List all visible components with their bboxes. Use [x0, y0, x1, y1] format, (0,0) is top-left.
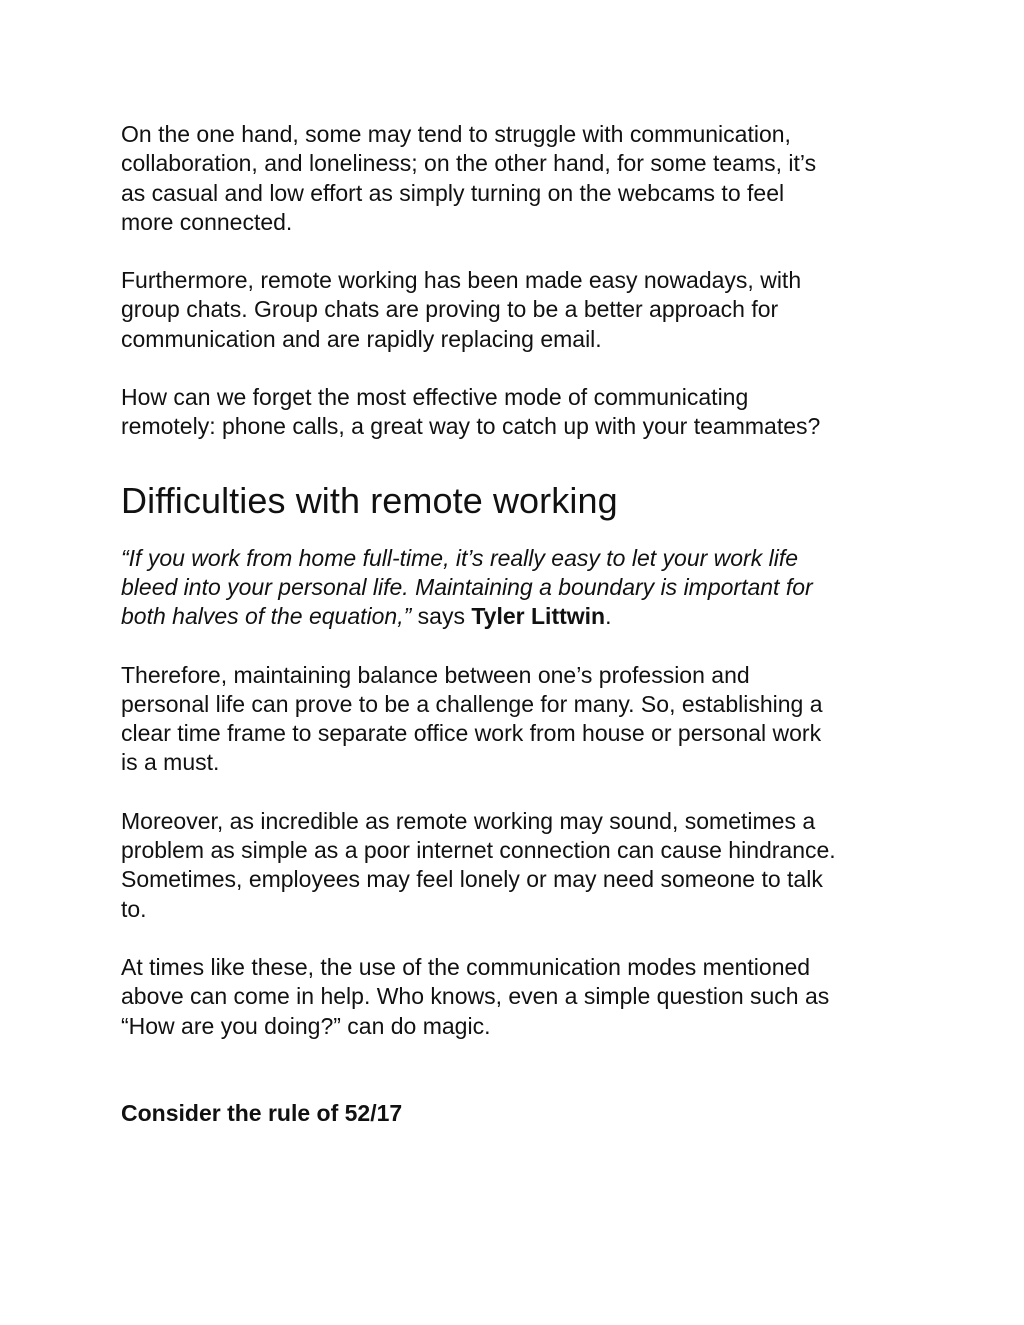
paragraph-work-life-balance — [121, 661, 921, 778]
subheading-rule-52-17: Consider the rule of 52/17 — [121, 1099, 403, 1126]
text-line: “How are you doing?” can do magic. — [121, 1012, 491, 1039]
quote-paragraph — [121, 544, 921, 632]
quote-line: “If you work from home full-time, it’s really easy to let your work life — [121, 544, 799, 571]
text-line: above can come in help. Who knows, even a simple question such as — [121, 983, 830, 1010]
text-line: How can we forget the most effective mode of communicating — [121, 384, 749, 411]
text-line: On the one hand, some may tend to struggle with communication, — [121, 121, 791, 147]
text-line: personal life can prove to be a challenge for many. So, establishing a — [121, 690, 823, 717]
section-heading: Difficulties with remote working — [121, 479, 618, 521]
quote-line: bleed into your personal life. Maintaining a boundary is important for — [121, 573, 813, 600]
quote-line: both halves of the equation,” — [121, 603, 412, 630]
text-line: communication and are rapidly replacing email. — [121, 325, 602, 352]
text-line: to. — [121, 895, 147, 922]
paragraph-group-chats — [121, 266, 921, 354]
quote-attribution-line — [121, 602, 921, 631]
text-line: Sometimes, employees may feel lonely or may need someone to talk — [121, 866, 823, 893]
paragraph-communication-modes — [121, 953, 921, 1041]
text-line: Moreover, as incredible as remote working may sound, sometimes a — [121, 807, 816, 834]
paragraph-communication-challenges — [121, 120, 921, 237]
text-line: Therefore, maintaining balance between one’s profession and — [121, 661, 750, 688]
text-line: remotely: phone calls, a great way to catch up with your teammates? — [121, 413, 821, 440]
text-line: problem as simple as a poor internet connection can cause hindrance. — [121, 837, 836, 864]
paragraph-phone-calls — [121, 383, 921, 442]
quote-end-punctuation: . — [605, 603, 612, 630]
text-line: clear time frame to separate office work from house or personal work — [121, 720, 822, 747]
text-line: more connected. — [121, 208, 293, 235]
text-line: Furthermore, remote working has been made easy nowadays, with — [121, 267, 802, 294]
text-line: as casual and low effort as simply turning on the webcams to feel — [121, 179, 785, 206]
says-text: says — [411, 603, 472, 630]
document-page — [121, 120, 921, 1128]
text-line: collaboration, and loneliness; on the other hand, for some teams, it’s — [121, 150, 817, 177]
paragraph-internet-loneliness — [121, 807, 921, 924]
text-line: is a must. — [121, 749, 220, 776]
text-line: group chats. Group chats are proving to be a better approach for — [121, 296, 779, 323]
text-line: At times like these, the use of the communication modes mentioned — [121, 953, 811, 980]
quote-author: Tyler Littwin — [471, 603, 606, 630]
